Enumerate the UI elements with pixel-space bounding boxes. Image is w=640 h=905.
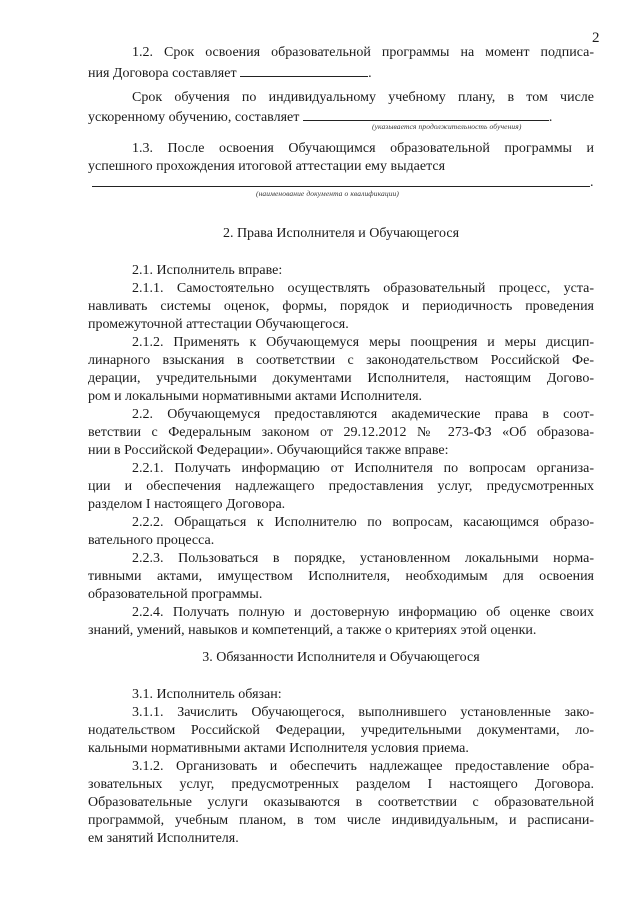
- text-line: 3.1.2. Организовать и обеспечить надлежащее предоставление обра-: [132, 759, 594, 774]
- text-line: 2.1.2. Применять к Обучающемуся меры поощрения и меры дисцип-: [132, 335, 594, 350]
- text-line: 3.1. Исполнитель обязан:: [132, 687, 282, 702]
- text-line: нодательством Российской Федерации, учредительными документами, ло-: [88, 723, 594, 738]
- text-line: вательного процесса.: [88, 533, 215, 548]
- text-line: ветствии с Федеральным законом от 29.12.2012 № 273-ФЗ «Об образова-: [88, 425, 594, 440]
- text-line: тивными актами, имуществом Исполнителя, необходимым для освоения: [88, 569, 594, 584]
- section-3-heading: 3. Обязанности Исполнителя и Обучающегося: [202, 650, 480, 665]
- page-number: 2: [592, 30, 600, 46]
- paragraph-1-2b-line-1: Срок обучения по индивидуальному учебному плану, в том числе: [132, 90, 594, 105]
- paragraph-1-2-text: ния Договора составляет: [88, 66, 237, 81]
- duration-caption: (указывается продолжительность обучения): [372, 122, 522, 131]
- text-line: 3.1.1. Зачислить Обучающегося, выполнившего установленные зако-: [132, 705, 594, 720]
- duration-blank: [240, 63, 368, 77]
- paragraph-1-3-end: .: [590, 175, 594, 190]
- text-line: 2.1. Исполнитель вправе:: [132, 263, 283, 278]
- text-line: промежуточной аттестации Обучающегося.: [88, 317, 349, 332]
- paragraph-1-3-line-2: успешного прохождения итоговой аттестации ему выдается: [88, 159, 446, 174]
- text-line: 2.1.1. Самостоятельно осуществлять образовательный процесс, уста-: [132, 281, 594, 296]
- text-line: зовательных услуг, предусмотренных разделом I настоящего Договора.: [88, 777, 594, 792]
- text-line: линарного взыскания в соответствии с законодательством Российской Фе-: [88, 353, 594, 368]
- text-line: программой, учебным планом, в том числе индивидуальным, и расписани-: [88, 813, 594, 828]
- document-caption: (наименование документа о квалификации): [256, 189, 399, 198]
- text-line: разделом I настоящего Договора.: [88, 497, 286, 512]
- text-line: 2.2.3. Пользоваться в порядке, установленном локальными норма-: [132, 551, 594, 566]
- text-line: 2.2.2. Обращаться к Исполнителю по вопросам, касающимся образо-: [132, 515, 594, 530]
- text-line: 2.2. Обучающемуся предоставляются академические права в соот-: [132, 407, 594, 422]
- text-line: нии в Российской Федерации». Обучающийся также вправе:: [88, 443, 449, 458]
- text-line: Образовательные услуги оказываются в соответствии с образовательной: [88, 795, 594, 810]
- text-line: ем занятий Исполнителя.: [88, 831, 239, 846]
- paragraph-1-3-line-1: 1.3. После освоения Обучающимся образовательной программы и: [132, 141, 594, 156]
- text-line: знаний, умений, навыков и компетенций, а также о критериях этой оценки.: [88, 623, 537, 638]
- section-2-heading: 2. Права Исполнителя и Обучающегося: [222, 226, 460, 241]
- paragraph-1-2b-text: ускоренному обучению, составляет: [88, 110, 300, 125]
- text-line: образовательной программы.: [88, 587, 263, 602]
- text-line: 2.2.1. Получать информацию от Исполнителя по вопросам организа-: [132, 461, 594, 476]
- text-line: ром и локальными нормативными актами Исполнителя.: [88, 389, 423, 404]
- text-line: ции и обеспечения надлежащего предоставления услуг, предусмотренных: [88, 479, 594, 494]
- paragraph-1-2-line-1: 1.2. Срок освоения образовательной программы на момент подписа-: [132, 45, 594, 60]
- paragraph-1-2-end: .: [368, 66, 372, 81]
- paragraph-1-2-line-2: [88, 63, 594, 84]
- text-line: дерации, учредительными документами Исполнителя, настоящим Догово-: [88, 371, 594, 386]
- text-line: 2.2.4. Получать полную и достоверную информацию об оценке своих: [132, 605, 594, 620]
- text-line: кальными нормативными актами Исполнителя условия приема.: [88, 741, 469, 756]
- paragraph-1-2b-end: .: [548, 110, 553, 125]
- individual-duration-blank: [303, 107, 549, 121]
- document-name-blank: [92, 186, 590, 187]
- text-line: навливать системы оценок, формы, порядок и периодичность проведения: [88, 299, 594, 314]
